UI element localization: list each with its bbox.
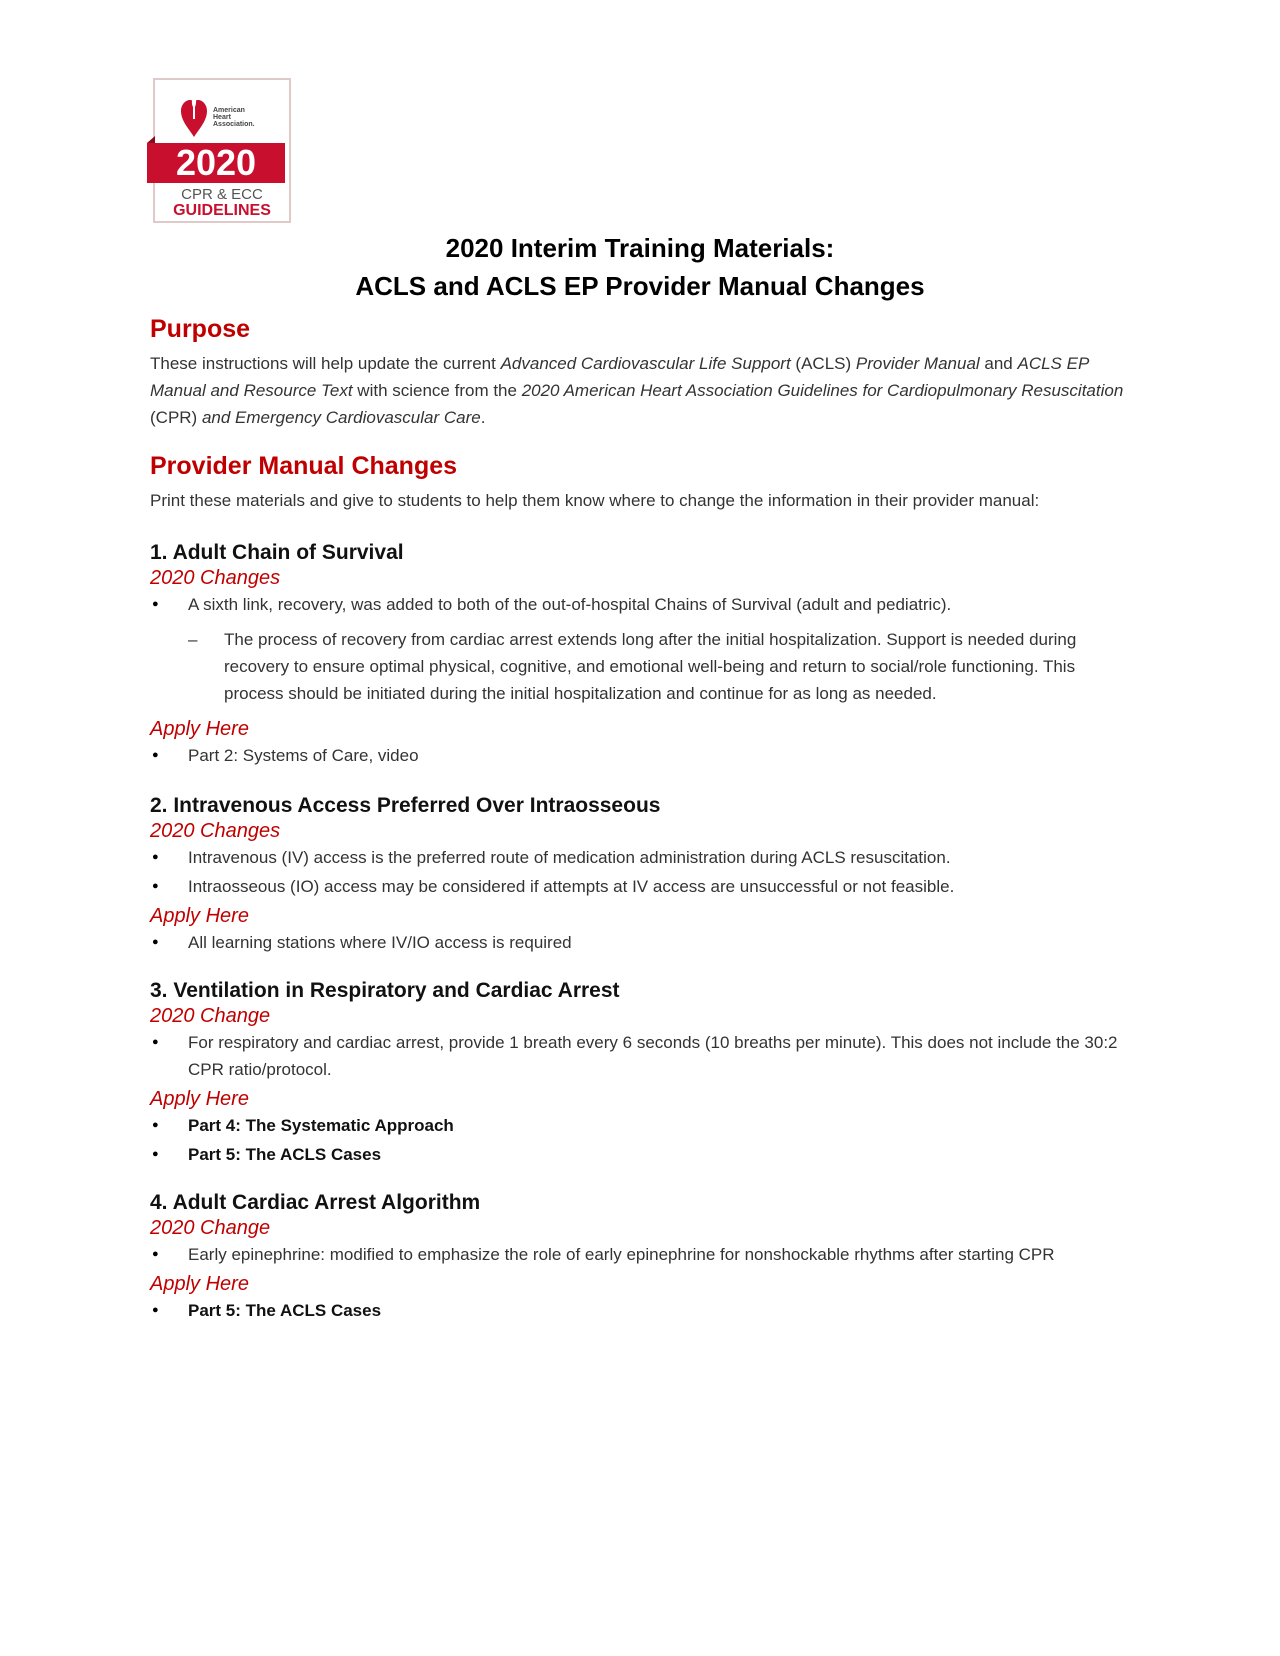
logo-year: 2020 <box>147 143 285 183</box>
aha-2020-guidelines-logo <box>153 78 291 223</box>
title-line-1: 2020 Interim Training Materials: <box>445 233 835 263</box>
apply-list <box>150 1297 1130 1324</box>
list-item: ● Part 5: The ACLS Cases <box>150 1297 1130 1324</box>
list-item: ● Part 5: The ACLS Cases <box>150 1141 1130 1168</box>
list-item: ● All learning stations where IV/IO access is required <box>150 929 1130 956</box>
list-item: ● Early epinephrine: modified to emphasize the role of early epinephrine for nonshockable rhythms after starting CPR <box>150 1241 1130 1268</box>
document-body <box>150 312 1130 1326</box>
changes-label: 2020 Change <box>150 1217 271 1239</box>
section-adult-cardiac-arrest-algorithm <box>150 1190 1130 1324</box>
list-item: ● For respiratory and cardiac arrest, provide 1 breath every 6 seconds (10 breaths per minute). This does not include the 30:2 CPR ratio/protocol. <box>150 1029 1130 1083</box>
apply-label: Apply Here <box>150 1088 249 1110</box>
apply-list <box>150 929 1130 956</box>
apply-label: Apply Here <box>150 718 249 740</box>
page-title <box>0 229 1280 305</box>
apply-label: Apply Here <box>150 1273 249 1295</box>
list-item: ● Intravenous (IV) access is the preferred route of medication administration during ACLS resuscitation. <box>150 844 1130 871</box>
logo-band-fold <box>147 136 155 143</box>
list-item: ● Part 4: The Systematic Approach <box>150 1112 1130 1139</box>
changes-list <box>150 844 1130 900</box>
logo-line-cpr-ecc: CPR & ECC <box>181 186 263 203</box>
section-title: 2. Intravenous Access Preferred Over Intraosseous <box>150 794 661 817</box>
changes-label: 2020 Changes <box>150 567 281 589</box>
section-ventilation <box>150 978 1130 1168</box>
apply-label: Apply Here <box>150 905 249 927</box>
logo-line-guidelines: GUIDELINES <box>173 202 271 219</box>
section-title: 3. Ventilation in Respiratory and Cardiac Arrest <box>150 979 620 1002</box>
apply-list <box>150 1112 1130 1168</box>
purpose-paragraph: These instructions will help update the current Advanced Cardiovascular Life Support (ACLS) Provider Manual and ACLS EP Manual and Resource Text with science from the 2020 American Heart Association Guidelines for Cardiopulmonary Resuscitation (CPR) and Emergency Cardiovascular Care. <box>150 354 1124 427</box>
changes-label: 2020 Changes <box>150 820 281 842</box>
heart-torch-icon <box>179 91 209 139</box>
provider-manual-changes-text: Print these materials and give to students to help them know where to change the information in their provider manual: <box>150 491 1040 510</box>
provider-manual-changes-heading: Provider Manual Changes <box>150 452 458 480</box>
sub-list <box>150 626 1130 707</box>
changes-list <box>150 1029 1130 1083</box>
title-line-2: ACLS and ACLS EP Provider Manual Changes <box>355 271 925 301</box>
changes-list <box>150 591 1130 618</box>
section-title: 4. Adult Cardiac Arrest Algorithm <box>150 1191 481 1214</box>
changes-list <box>150 1241 1130 1268</box>
section-intravenous-access <box>150 793 1130 956</box>
list-item: ● Intraosseous (IO) access may be considered if attempts at IV access are unsuccessful or not feasible. <box>150 873 1130 900</box>
purpose-heading: Purpose <box>150 315 251 343</box>
apply-list <box>150 742 1130 769</box>
changes-label: 2020 Change <box>150 1005 271 1027</box>
section-title: 1. Adult Chain of Survival <box>150 541 404 564</box>
logo-org-name: American Heart Association. <box>213 107 255 128</box>
list-item: ● A sixth link, recovery, was added to both of the out-of-hospital Chains of Survival (adult and pediatric). <box>150 591 1130 618</box>
section-adult-chain-of-survival <box>150 540 1130 769</box>
list-item: – The process of recovery from cardiac arrest extends long after the initial hospitalization. Support is needed during recovery to ensure optimal physical, cognitive, and emotional well-being and return to social/role functioning. This process should be initiated during the initial hospitalization and continue for as long as needed. <box>150 626 1130 707</box>
list-item: ● Part 2: Systems of Care, video <box>150 742 1130 769</box>
